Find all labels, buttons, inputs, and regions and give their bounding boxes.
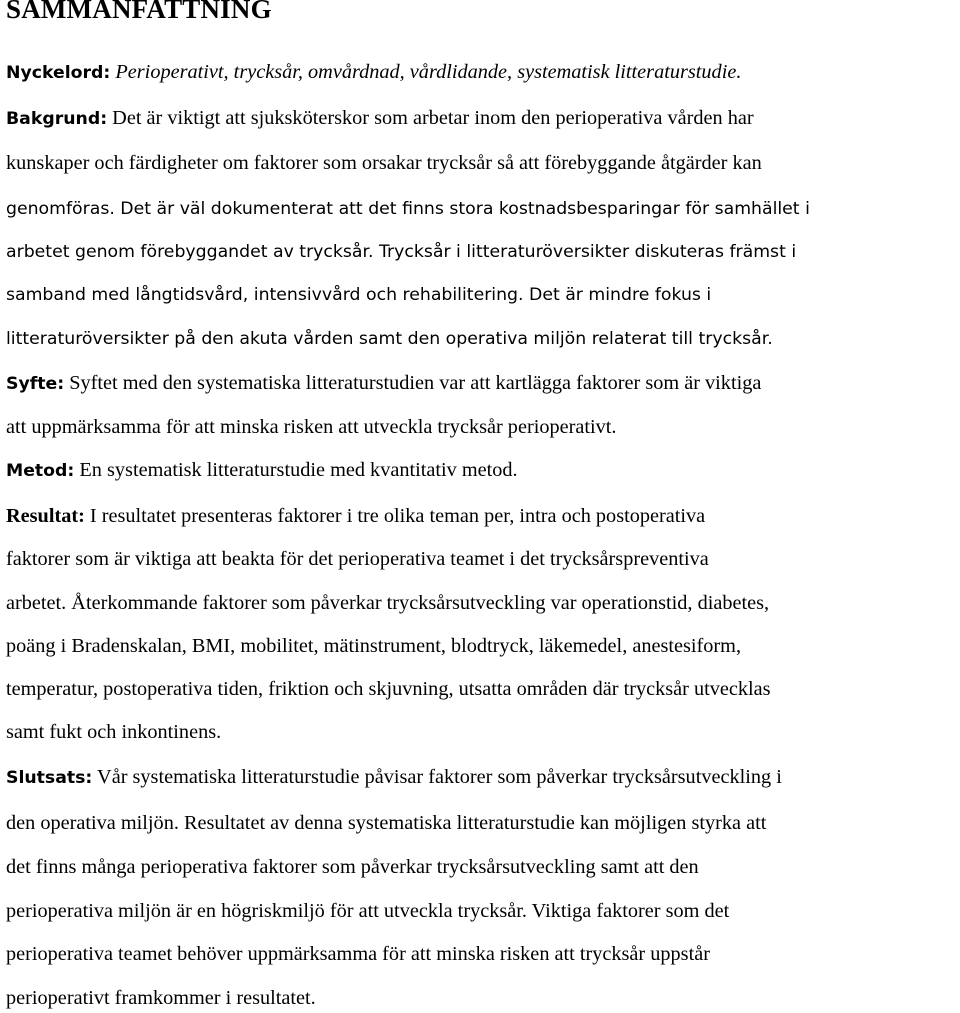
resultat-line: arbetet. Återkommande faktorer som påverkar trycksårsutveckling var operationstid, diabetes,: [6, 592, 770, 614]
bakgrund-text: Det är viktigt att sjuksköterskor som arbetar inom den perioperativa vården har: [107, 107, 754, 129]
bakgrund-line: litteraturöversikter på den akuta vården samt den operativa miljön relaterat till trycksår.: [6, 329, 773, 349]
slutsats-line: det finns många perioperativa faktorer som påverkar trycksårsutveckling samt att den: [6, 856, 699, 878]
resultat-line: [6, 504, 705, 528]
bakgrund-line: kunskaper och färdigheter om faktorer som orsakar trycksår så att förebyggande åtgärder kan: [6, 152, 762, 174]
page-title: SAMMANFATTNING: [6, 0, 272, 24]
slutsats-line: [6, 765, 782, 790]
bakgrund-line: arbetet genom förebyggandet av trycksår. Trycksår i litteraturöversikter diskuteras främst i: [6, 242, 797, 262]
resultat-line: temperatur, postoperativa tiden, friktion och skjuvning, utsatta områden där trycksår utvecklas: [6, 678, 771, 700]
bakgrund-label: Bakgrund:: [6, 109, 108, 129]
resultat-text: I resultatet presenteras faktorer i tre olika teman per, intra och postoperativa: [84, 505, 706, 527]
syfte-label: Syfte:: [6, 374, 65, 394]
syfte-text: Syftet med den systematiska litteraturstudien var att kartlägga faktorer som är viktiga: [64, 372, 762, 394]
metod-text: En systematisk litteraturstudie med kvantitativ metod.: [74, 459, 518, 481]
keywords-label: Nyckelord:: [6, 63, 111, 83]
slutsats-line: perioperativa miljön är en högriskmiljö för att utveckla trycksår. Viktiga faktorer som det: [6, 900, 730, 922]
slutsats-text: Vår systematiska litteraturstudie påvisar faktorer som påverkar trycksårsutveckling i: [92, 766, 782, 788]
resultat-line: poäng i Bradenskalan, BMI, mobilitet, mätinstrument, blodtryck, läkemedel, anestesiform,: [6, 635, 742, 657]
slutsats-line: perioperativa teamet behöver uppmärksamma för att minska risken att trycksår uppstår: [6, 943, 710, 965]
metod-paragraph: [6, 458, 518, 483]
slutsats-line: perioperativt framkommer i resultatet.: [6, 987, 316, 1009]
resultat-label: Resultat:: [6, 505, 85, 527]
syfte-line: [6, 371, 761, 396]
keywords-text: Perioperativt, trycksår, omvårdnad, vårdlidande, systematisk litteraturstudie.: [110, 61, 742, 83]
bakgrund-line: samband med långtidsvård, intensivvård och rehabilitering. Det är mindre fokus i: [6, 285, 712, 305]
bakgrund-line: genomföras. Det är väl dokumenterat att det finns stora kostnadsbesparingar för samhället i: [6, 199, 810, 219]
resultat-line: samt fukt och inkontinens.: [6, 721, 222, 743]
slutsats-line: den operativa miljön. Resultatet av denna systematiska litteraturstudie kan möjligen styrka att: [6, 812, 767, 834]
slutsats-label: Slutsats:: [6, 768, 93, 788]
syfte-line: att uppmärksamma för att minska risken att utveckla trycksår perioperativt.: [6, 416, 617, 438]
metod-label: Metod:: [6, 461, 75, 481]
resultat-line: faktorer som är viktiga att beakta för det perioperativa teamet i det trycksårspreventiva: [6, 548, 709, 570]
keywords-paragraph: [6, 60, 741, 85]
bakgrund-line: [6, 106, 754, 131]
